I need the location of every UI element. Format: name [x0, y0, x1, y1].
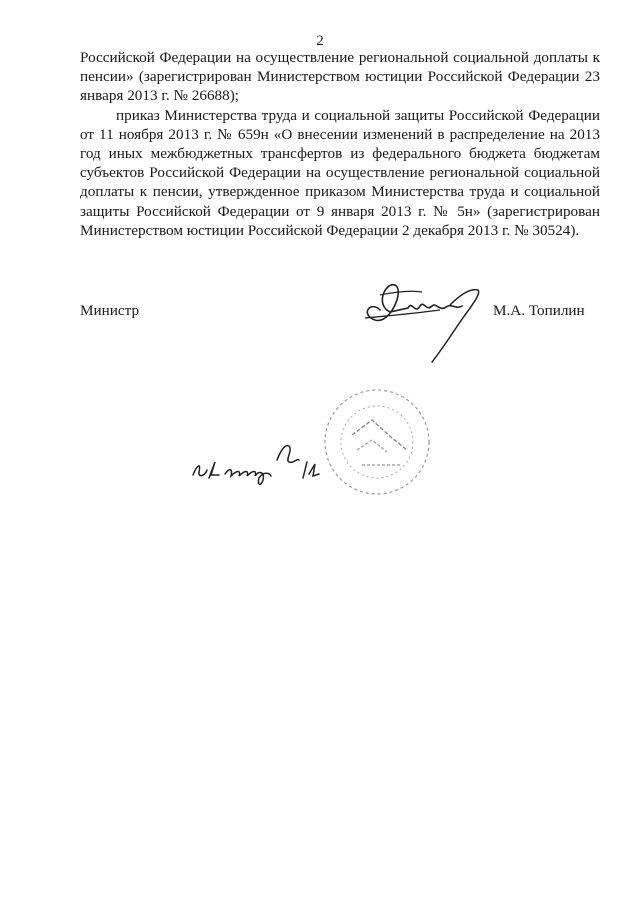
- page-number: 2: [316, 33, 324, 49]
- paragraph-order-reference: приказ Министерства труда и социальной защиты Российской Федерации от 11 ноября 2013 г. № 659н «О внесении изменений в распределение на 2013 год иных межбюджетных трансфертов из федерального бюджета бюджетам субъектов Российской Федерации на осуществление региональной социальной доплаты к пенсии, утвержденное приказом Министерства труда и социальной защиты Российской Федерации от 9 января 2013 г. № 5н» (зарегистрирован Министерством юстиции Российской Федерации 2 декабря 2013 г. № 30524).: [80, 106, 600, 239]
- signature: [350, 270, 500, 370]
- signatory-title: Министр: [80, 302, 140, 319]
- signatory-name: М.А. Топилин: [493, 302, 585, 319]
- paragraph-continuation: Российской Федерации на осуществление региональной социальной доплаты к пенсии» (зарегистрирован Министерством юстиции Российской Федерации 23 января 2013 г. № 26688);: [80, 49, 600, 105]
- body-text: [80, 48, 600, 240]
- handwritten-date: [185, 430, 335, 490]
